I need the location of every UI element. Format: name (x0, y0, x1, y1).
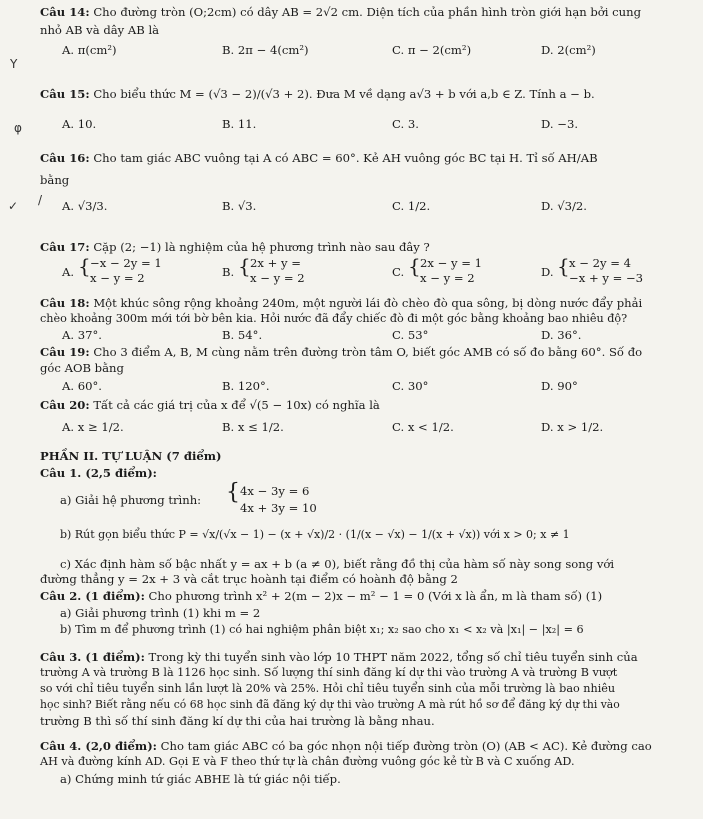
question-text-cont: trường A và trường B là 1126 học sinh. Số lượng thí sinh đăng kí dự thi vào trường A và trường B vượt (40, 666, 618, 679)
system-brace: { (238, 254, 251, 278)
essay-question-4 (40, 740, 652, 753)
section-heading: PHẦN II. TỰ LUẬN (7 điểm) (40, 449, 222, 463)
question-number: Câu 4. (2,0 điểm): (40, 739, 157, 753)
question-text: Cho biểu thức M = (√3 − 2)/(√3 + 2). Đưa M về dạng a√3 + b với a,b ∈ Z. Tính a − b. (93, 87, 595, 101)
option-d: D. 2(cm²) (541, 43, 596, 57)
option-a: A. π(cm²) (62, 43, 117, 57)
option-b: B. x ≤ 1/2. (222, 420, 284, 434)
question-text: Cho tam giác ABC có ba góc nhọn nội tiếp đường tròn (O) (AB < AC). Kẻ đường cao (160, 739, 652, 753)
option-d: D. √3/2. (541, 199, 587, 213)
question-19 (40, 346, 642, 359)
question-text-cont: học sinh? Biết rằng nếu có 68 học sinh đã đăng ký dự thi vào trường A mà rút hồ sơ để đăng ký dự thi vào (40, 698, 620, 711)
option-b: B. 11. (222, 117, 257, 131)
question-14 (40, 6, 641, 19)
option-c: C. π − 2(cm²) (392, 43, 472, 57)
option-c: C. 30° (392, 379, 429, 393)
part-a: a) Giải phương trình (1) khi m = 2 (60, 606, 261, 620)
option-d-label: D. (541, 265, 554, 279)
option-b: B. 120°. (222, 379, 270, 393)
question-17 (40, 241, 430, 254)
margin-mark: Y (10, 57, 18, 71)
question-text: Cho đường tròn (O;2cm) có dây AB = 2√2 cm. Diện tích của phần hình tròn giới hạn bởi cung (93, 5, 642, 19)
question-number: Câu 2. (1 điểm): (40, 589, 145, 603)
system-brace: { (408, 254, 421, 278)
question-20 (40, 399, 380, 412)
option-a-eq1: −x − 2y = 1 (90, 256, 162, 270)
question-number: Câu 3. (1 điểm): (40, 650, 145, 664)
system-eq2: 4x + 3y = 10 (240, 501, 317, 515)
option-b: B. √3. (222, 199, 257, 213)
question-text-cont: chèo khoảng 300m mới tới bờ bên kia. Hỏi nước đã đẩy chiếc đò đi một góc bằng khoảng bao nhiêu độ? (40, 312, 628, 325)
part-a-label: a) Giải hệ phương trình: (60, 493, 202, 507)
option-b-eq1: 2x + y = (250, 256, 301, 270)
option-b: B. 2π − 4(cm²) (222, 43, 309, 57)
question-text: Cặp (2; −1) là nghiệm của hệ phương trình nào sau đây ? (93, 240, 430, 254)
part-c: c) Xác định hàm số bậc nhất y = ax + b (a ≠ 0), biết rằng đồ thị của hàm số này song song với (60, 557, 615, 571)
question-text-cont: trường B thì số thí sinh đăng kí dự thi của hai trường là bằng nhau. (40, 714, 435, 728)
part-a: a) Chứng minh tứ giác ABHE là tứ giác nội tiếp. (60, 772, 341, 786)
question-number: Câu 19: (40, 345, 90, 359)
option-d: D. 90° (541, 379, 578, 393)
option-c-eq1: 2x − y = 1 (420, 256, 483, 270)
option-d: D. −3. (541, 117, 579, 131)
essay-question-1: Câu 1. (2,5 điểm): (40, 466, 157, 480)
option-a-label: A. (62, 265, 75, 279)
option-d-eq1: x − 2y = 4 (569, 256, 632, 270)
option-b-eq2: x − y = 2 (250, 271, 305, 285)
option-a-eq2: x − y = 2 (90, 271, 145, 285)
essay-question-2 (40, 590, 602, 603)
question-16 (40, 152, 598, 165)
question-text-cont: bằng (40, 173, 70, 187)
margin-mark: / (38, 193, 43, 207)
question-number: Câu 18: (40, 296, 90, 310)
margin-mark: ✓ (8, 199, 19, 213)
question-text: Một khúc sông rộng khoảng 240m, một người lái đò chèo đò qua sông, bị dòng nước đẩy phải (93, 296, 643, 310)
option-c-label: C. (392, 265, 405, 279)
system-eq1: 4x − 3y = 6 (240, 484, 310, 498)
option-d: D. 36°. (541, 328, 582, 342)
question-number: Câu 15: (40, 87, 90, 101)
system-brace: { (557, 254, 570, 278)
option-c: C. 3. (392, 117, 419, 131)
question-text-cont: góc AOB bằng (40, 361, 124, 375)
part-b: b) Rút gọn biểu thức P = √x/(√x − 1) − (x + √x)/2 · (1/(x − √x) − 1/(x + √x)) với x > 0; x ≠ 1 (60, 528, 570, 541)
option-d-eq2: −x + y = −3 (569, 271, 644, 285)
question-number: Câu 16: (40, 151, 90, 165)
option-a: A. √3/3. (62, 199, 108, 213)
question-text-cont: so với chỉ tiêu tuyển sinh lần lượt là 20% và 25%. Hỏi chỉ tiêu tuyển sinh của mỗi trường là bao nhiêu (40, 682, 616, 695)
option-b: B. 54°. (222, 328, 263, 342)
question-text-cont: nhỏ AB và dây AB là (40, 23, 160, 37)
system-brace: { (226, 480, 240, 505)
option-c: C. 53° (392, 328, 429, 342)
question-text-cont: AH và đường kính AD. Gọi E và F theo thứ tự là chân đường vuông góc kẻ từ B và C xuống AD. (40, 755, 575, 768)
option-a: A. 10. (62, 117, 97, 131)
question-number: Câu 14: (40, 5, 90, 19)
essay-question-3 (40, 651, 638, 664)
question-text: Trong kỳ thi tuyển sinh vào lớp 10 THPT năm 2022, tổng số chỉ tiêu tuyển sinh của (148, 650, 638, 664)
margin-mark: φ (14, 121, 22, 135)
option-a: A. x ≥ 1/2. (62, 420, 124, 434)
question-text: Cho phương trình x² + 2(m − 2)x − m² − 1 = 0 (Với x là ẩn, m là tham số) (1) (148, 589, 603, 603)
option-c: C. x < 1/2. (392, 420, 454, 434)
option-a: A. 60°. (62, 379, 102, 393)
question-text: Tất cả các giá trị của x để √(5 − 10x) có nghĩa là (93, 398, 380, 412)
part-c-cont: đường thẳng y = 2x + 3 và cắt trục hoành tại điểm có hoành độ bằng 2 (40, 572, 458, 586)
question-text: Cho 3 điểm A, B, M cùng nằm trên đường tròn tâm O, biết góc AMB có số đo bằng 60°. Số đo (93, 345, 643, 359)
question-number: Câu 17: (40, 240, 90, 254)
option-c: C. 1/2. (392, 199, 431, 213)
option-c-eq2: x − y = 2 (420, 271, 475, 285)
option-a: A. 37°. (62, 328, 102, 342)
option-b-label: B. (222, 265, 235, 279)
question-15 (40, 88, 595, 101)
system-brace: { (78, 254, 91, 278)
question-number: Câu 20: (40, 398, 90, 412)
option-d: D. x > 1/2. (541, 420, 604, 434)
part-b: b) Tìm m để phương trình (1) có hai nghiệm phân biệt x₁; x₂ sao cho x₁ < x₂ và |x₁| − |x₂| = 6 (60, 623, 584, 636)
question-text: Cho tam giác ABC vuông tại A có ABC = 60°. Kẻ AH vuông góc BC tại H. Tỉ số AH/AB (93, 151, 598, 165)
question-18 (40, 297, 642, 310)
